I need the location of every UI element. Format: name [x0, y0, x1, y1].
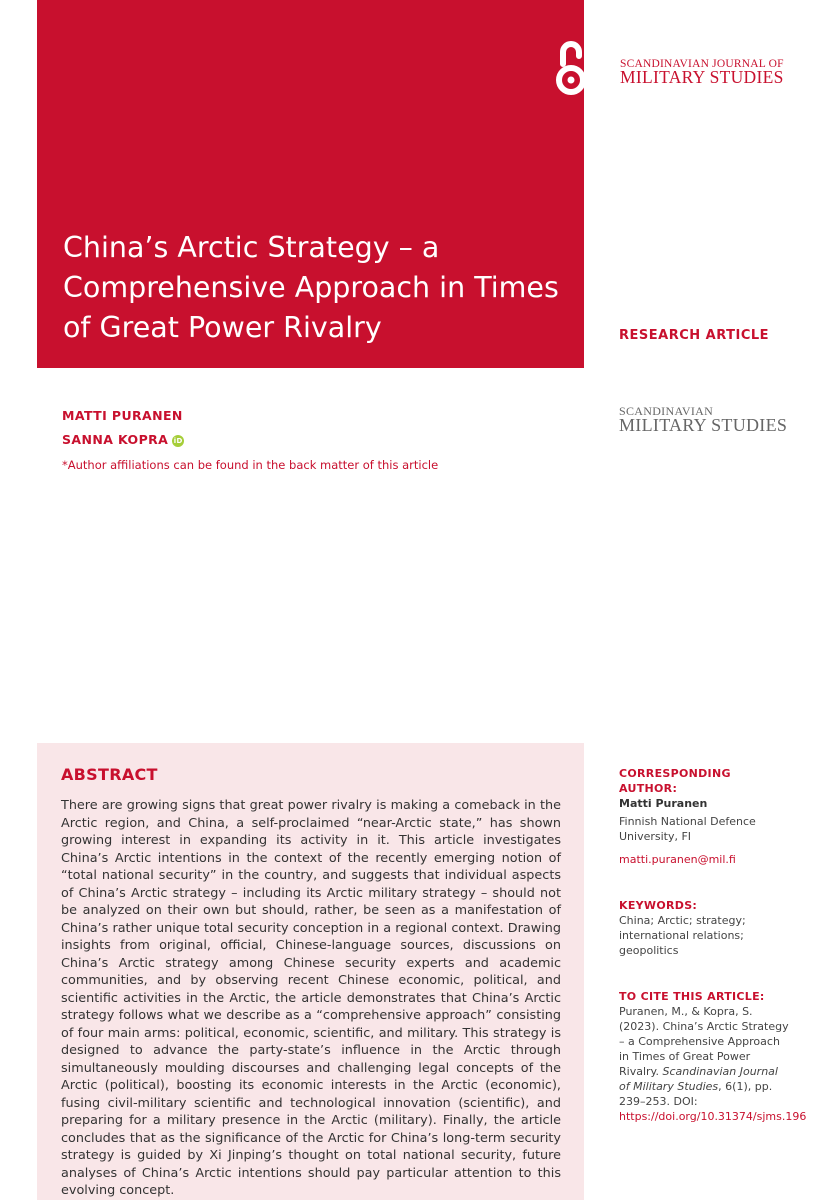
keywords-section [619, 898, 789, 958]
citation-heading: TO CITE THIS ARTICLE: [619, 990, 765, 1003]
author-1 [62, 408, 183, 423]
orcid-icon[interactable]: iD [173, 436, 183, 445]
citation-doi-link[interactable]: https://doi.org/10.31374/sjms.196 [619, 1110, 807, 1123]
journal-logo-top-line1: SCANDINAVIAN JOURNAL OF [620, 58, 784, 70]
corresponding-name: Matti Puranen [619, 797, 708, 810]
journal-logo-top [620, 58, 784, 87]
journal-logo-mid-line2: MILITARY STUDIES [619, 415, 788, 435]
keywords-heading: KEYWORDS: [619, 899, 698, 912]
journal-logo-mid-line1: SCANDINAVIAN [619, 404, 714, 418]
corresponding-institution: Finnish National Defence University, FI [619, 815, 756, 843]
author-1-name: MATTI PURANEN [62, 408, 183, 423]
journal-logo-top-line2: MILITARY STUDIES [620, 67, 784, 87]
keywords-text: China; Arctic; strategy; international relations; geopolitics [619, 914, 746, 957]
corresponding-author-section [619, 766, 789, 867]
author-2-name: SANNA KOPRA [62, 432, 169, 447]
corresponding-email[interactable]: matti.puranen@mil.fi [619, 853, 736, 866]
article-type-label: RESEARCH ARTICLE [619, 328, 770, 343]
citation-prefix: Puranen, M., & Kopra, S. (2023). China’s Arctic Strategy – a Comprehensive Approach in Times of Great Power Rivalry. [619, 1005, 789, 1078]
journal-logo-mid [619, 404, 788, 435]
title-banner [37, 0, 584, 368]
open-access-icon [553, 38, 589, 98]
abstract-text: There are growing signs that great power rivalry is making a comeback in the Arctic region, and China, a self-proclaimed “near-Arctic state,” has shown growing interest in expanding its activity in it. This article investigates China’s Arctic intentions in the context of the recently emerging notion of “total national security” in the country, and suggests that individual aspects of China’s Arctic strategy – including its Arctic military strategy – should not be analyzed on their own but should, rather, be seen as a manifestation of China’s rather unique total security conception in a regional context. Drawing insights from original, official, Chinese-language sources, discussions on China’s Arctic strategy among Chinese security experts and academic communities, and by observing recent Chinese economic, political, and scientific activities in the Arctic, the article demonstrates that China’s Arctic strategy follows what we describe as a “comprehensive approach” consisting of four main arms: political, economic, scientific, and military. This strategy is designed to advance the party-state’s influence in the Arctic through simultaneously moulding discourses and challenging legal concepts of the Arctic (political), boosting its economic interests in the Arctic (economic), fusing civil-military scientific and technological innovation (scientific), and preparing for a military presence in the Arctic (military). Finally, the article concludes that as the significance of the Arctic for China’s long-term security strategy is guided by Xi Jinping’s thought on total national security, future analyses of China’s Arctic intentions should pay particular attention to this evolving concept. [61, 798, 561, 1198]
affiliation-note: *Author affiliations can be found in the back matter of this article [62, 458, 439, 472]
abstract-heading: ABSTRACT [61, 765, 158, 784]
citation-text [619, 1004, 807, 1124]
abstract-box [37, 743, 584, 1200]
author-2 [62, 432, 184, 447]
corresponding-heading: CORRESPONDING AUTHOR: [619, 767, 731, 795]
citation-section [619, 989, 807, 1124]
article-title: China’s Arctic Strategy – a Comprehensive Approach in Times of Great Power Rivalry [63, 231, 559, 344]
citation-details: , 6(1), pp. 239–253. DOI: [619, 1080, 773, 1108]
citation-journal: Scandinavian Journal of Military Studies [619, 1065, 778, 1093]
